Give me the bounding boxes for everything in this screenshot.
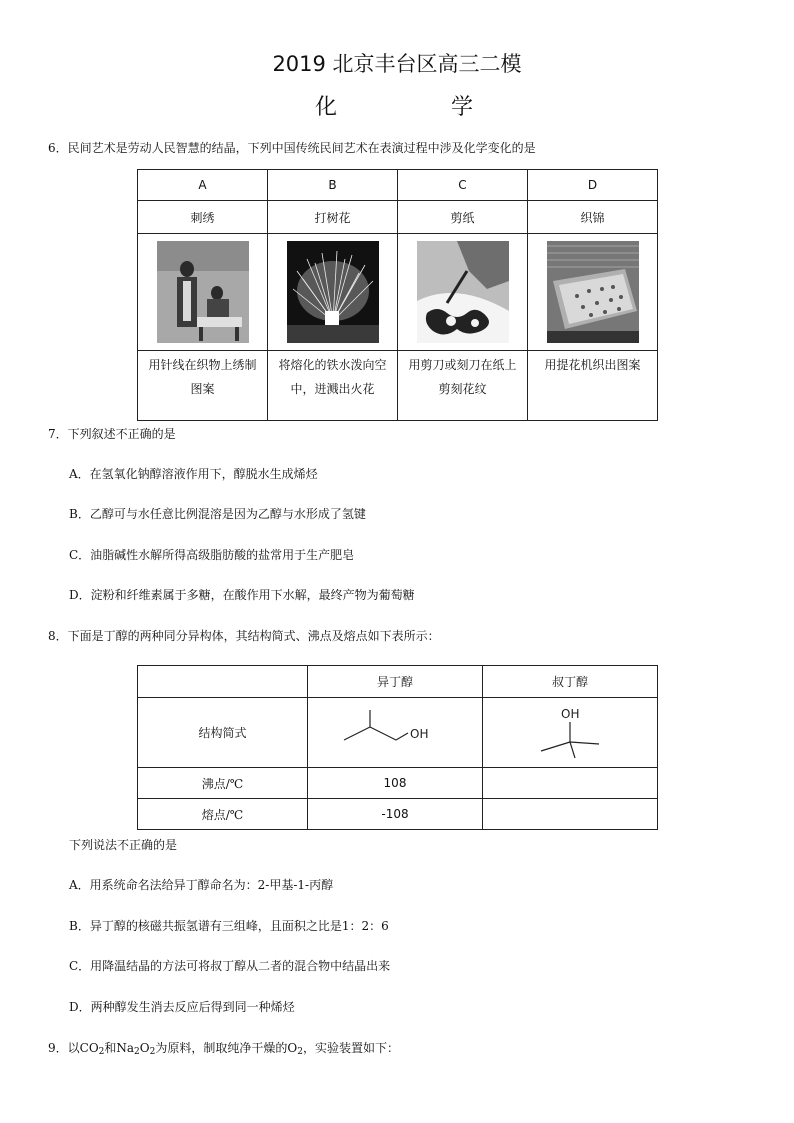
q9-part-2: 和Na [104,1041,135,1055]
q6-letter-b: B [268,170,398,201]
brocade-loom-photo [547,241,639,343]
q8-header-isobutanol: 异丁醇 [308,666,483,698]
q6-desc-b: 将熔化的铁水泼向空中，迸溅出火花 [268,351,398,421]
q9-sub-1: 2 [98,1047,105,1057]
q6-pic-cell-d [528,234,658,351]
q6-desc-a: 用针线在织物上绣制图案 [138,351,268,421]
q7-stem: 7．下列叙述不正确的是 [48,427,176,441]
q8-option-a: A．用系统命名法给异丁醇命名为：2-甲基-1-丙醇 [69,878,334,892]
embroidery-photo [157,241,249,343]
q9-sub-3: 2 [149,1047,156,1057]
q6-letter-d: D [528,170,658,201]
q6-stem: 6．民间艺术是劳动人民智慧的结晶，下列中国传统民间艺术在表演过程中涉及化学变化的是 [48,141,536,155]
tbutanol-mp [483,799,658,830]
q8-row-mp-label: 熔点/℃ [138,799,308,830]
papercut-photo [417,241,509,343]
q8-header-blank [138,666,308,698]
isobutanol-structure [308,698,483,768]
q6-name-c: 剪纸 [398,201,528,234]
tbutanol-bp [483,768,658,799]
tbutanol-structure [483,698,658,768]
q7-option-b: B．乙醇可与水任意比例混溶是因为乙醇与水形成了氢键 [69,507,366,521]
q8-option-b: B．异丁醇的核磁共振氢谱有三组峰，且面积之比是1：2：6 [69,919,389,933]
q9-sub-4: 2 [297,1047,303,1057]
q9-sub-2: 2 [134,1047,140,1057]
q7-option-d: D．淀粉和纤维素属于多糖，在酸作用下水解，最终产物为葡萄糖 [69,588,415,602]
q9-part-1: 9．以CO [48,1041,99,1055]
q9-stem [48,1039,399,1057]
q6-name-d: 织锦 [528,201,658,234]
q6-table [137,169,658,421]
q7-option-a: A．在氢氧化钠醇溶液作用下，醇脱水生成烯烃 [69,467,318,481]
q9-part-5: ，实验装置如下： [302,1041,399,1055]
q6-name-b: 打树花 [268,201,398,234]
q7-option-c: C．油脂碱性水解所得高级脂肪酸的盐常用于生产肥皂 [69,548,355,562]
q6-pic-cell-b [268,234,398,351]
q6-letter-a: A [138,170,268,201]
q8-option-d: D．两种醇发生消去反应后得到同一种烯烃 [69,1000,295,1014]
q8-header-tbutanol: 叔丁醇 [483,666,658,698]
iron-fireworks-photo [287,241,379,343]
page-title: 2019 北京丰台区高三二模 [272,52,522,76]
q6-name-a: 刺绣 [138,201,268,234]
q8-option-c: C．用降温结晶的方法可将叔丁醇从二者的混合物中结晶出来 [69,959,391,973]
q8-row-bp-label: 沸点/℃ [138,768,308,799]
subject-title: 化 学 [314,95,519,120]
isobutanol-oh-label: OH [410,727,429,741]
isobutanol-mp: -108 [308,799,483,830]
q6-desc-d: 用提花机织出图案 [528,351,658,421]
q6-desc-c: 用剪刀或刻刀在纸上剪刻花纹 [398,351,528,421]
q8-table [137,665,658,830]
q9-part-3: O [139,1041,150,1055]
q9-part-4: 为原料，制取纯净干燥的O [155,1041,298,1055]
q6-letter-c: C [398,170,528,201]
isobutanol-bp: 108 [308,768,483,799]
q6-pic-cell-a [138,234,268,351]
q8-row-structure-label: 结构简式 [138,698,308,768]
q8-lead: 下列说法不正确的是 [69,838,178,852]
q8-stem: 8．下面是丁醇的两种同分异构体，其结构简式、沸点及熔点如下表所示： [48,629,440,643]
tbutanol-oh-label: OH [561,707,580,721]
q6-pic-cell-c [398,234,528,351]
